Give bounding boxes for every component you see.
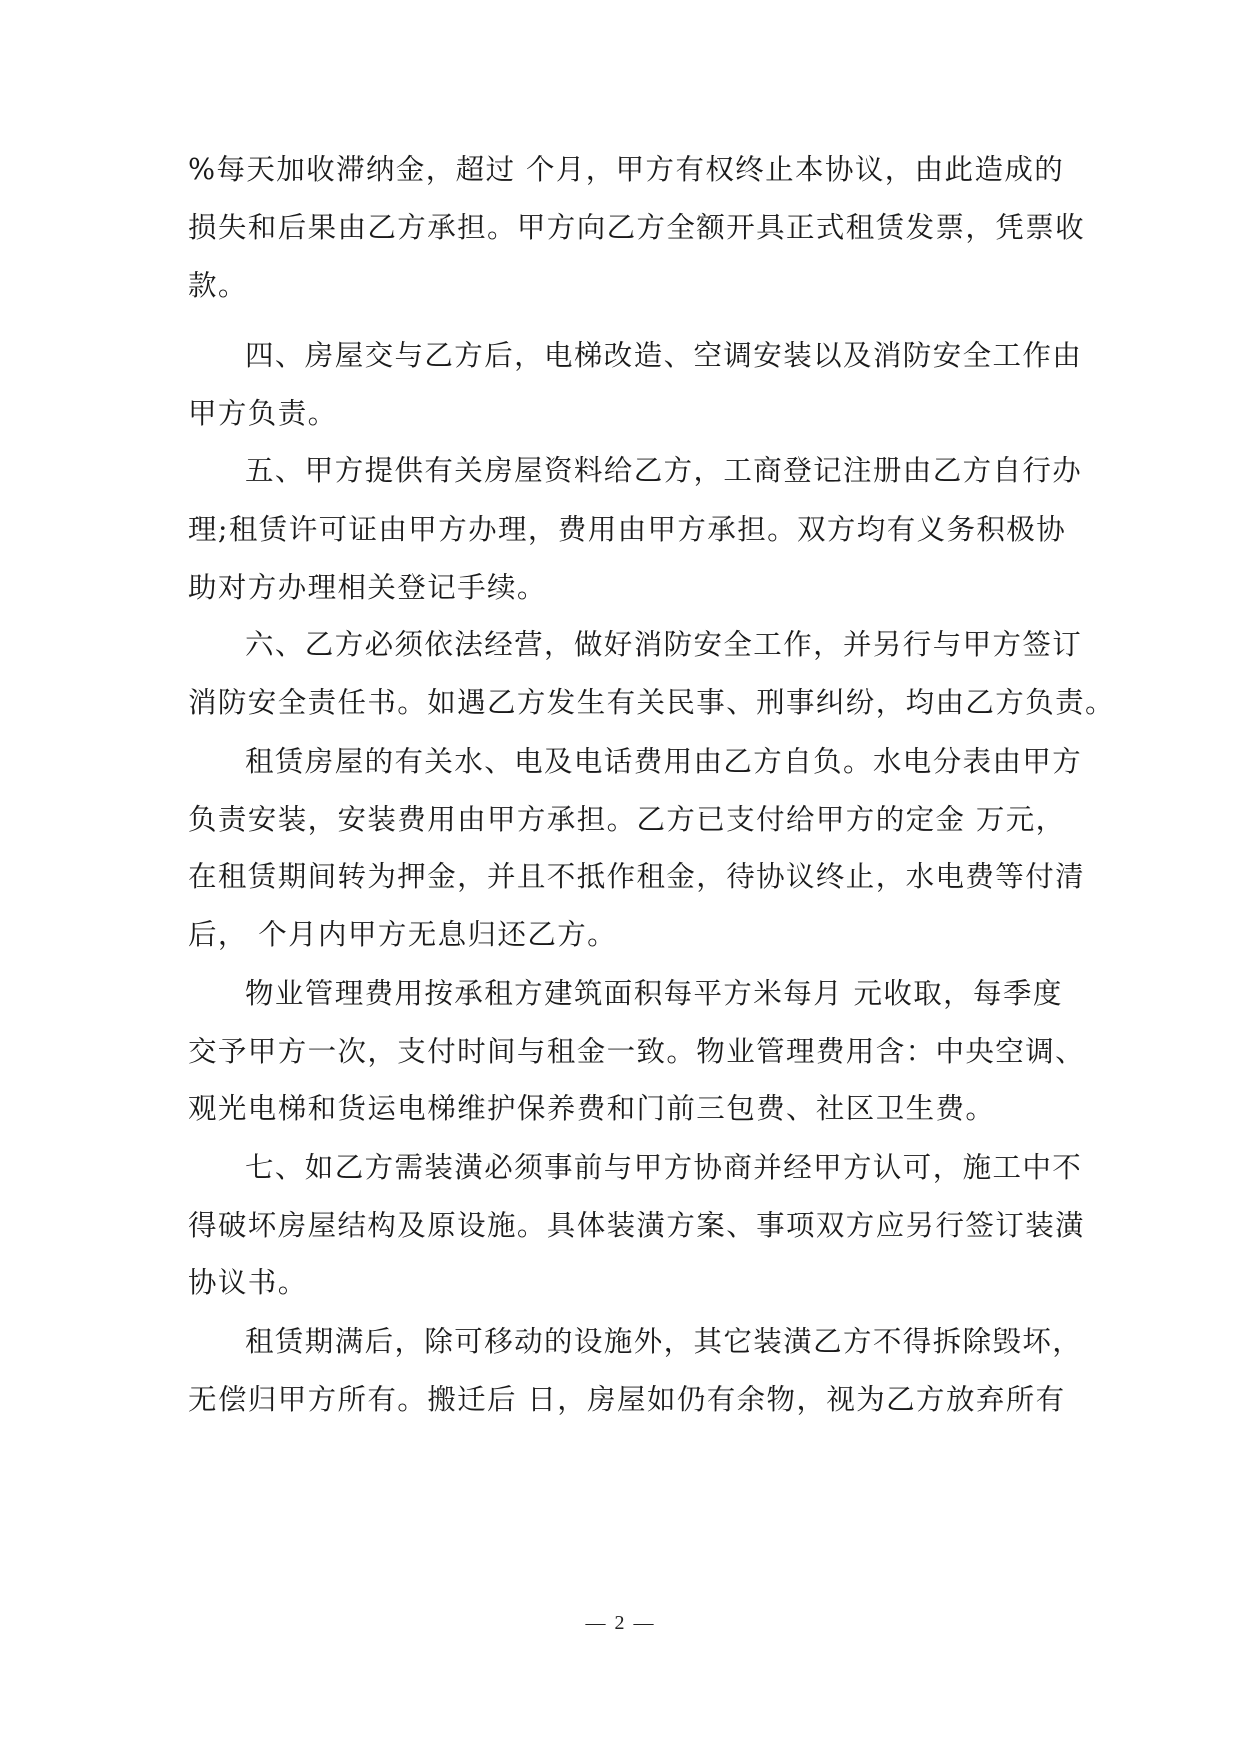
text-line: 六、乙方必须依法经营，做好消防安全工作，并另行与甲方签订 (245, 628, 1083, 661)
text-line: 理;租赁许可证由甲方办理，费用由甲方承担。双方均有义务积极协 (188, 513, 1067, 546)
text-line: 得破坏房屋结构及原设施。具体装潢方案、事项双方应另行签订装潢 (188, 1209, 1086, 1242)
text-line: %每天加收滞纳金，超过 个月，甲方有权终止本协议，由此造成的 (188, 153, 1065, 186)
text-line: 损失和后果由乙方承担。甲方向乙方全额开具正式租赁发票，凭票收 (188, 211, 1086, 244)
text-line: 物业管理费用按承租方建筑面积每平方米每月 元收取，每季度 (245, 977, 1063, 1010)
text-line: 负责安装，安装费用由甲方承担。乙方已支付给甲方的定金 万元， (188, 803, 1066, 836)
text-line: 观光电梯和货运电梯维护保养费和门前三包费、社区卫生费。 (188, 1092, 996, 1125)
text-line: 消防安全责任书。如遇乙方发生有关民事、刑事纠纷，均由乙方负责。 (188, 686, 1115, 719)
text-line: 租赁房屋的有关水、电及电话费用由乙方自负。水电分表由甲方 (245, 745, 1083, 778)
text-line: 交予甲方一次，支付时间与租金一致。物业管理费用含：中央空调、 (188, 1035, 1086, 1068)
text-line: 在租赁期间转为押金，并且不抵作租金，待协议终止，水电费等付清 (188, 860, 1086, 893)
text-line: 七、如乙方需装潢必须事前与甲方协商并经甲方认可，施工中不 (245, 1151, 1083, 1184)
text-line: 助对方办理相关登记手续。 (188, 571, 547, 604)
text-line: 租赁期满后，除可移动的设施外，其它装潢乙方不得拆除毁坏， (245, 1325, 1083, 1358)
text-line: 后， 个月内甲方无息归还乙方。 (188, 918, 618, 951)
text-line: 款。 (188, 269, 248, 302)
text-line: 协议书。 (188, 1266, 308, 1299)
text-line: 无偿归甲方所有。搬迁后 日，房屋如仍有余物，视为乙方放弃所有 (188, 1383, 1066, 1416)
text-line: 五、甲方提供有关房屋资料给乙方，工商登记注册由乙方自行办 (245, 454, 1083, 487)
text-line: 四、房屋交与乙方后，电梯改造、空调安装以及消防安全工作由 (245, 339, 1083, 372)
page-number: — 2 — (585, 1612, 656, 1634)
text-line: 甲方负责。 (188, 397, 338, 430)
